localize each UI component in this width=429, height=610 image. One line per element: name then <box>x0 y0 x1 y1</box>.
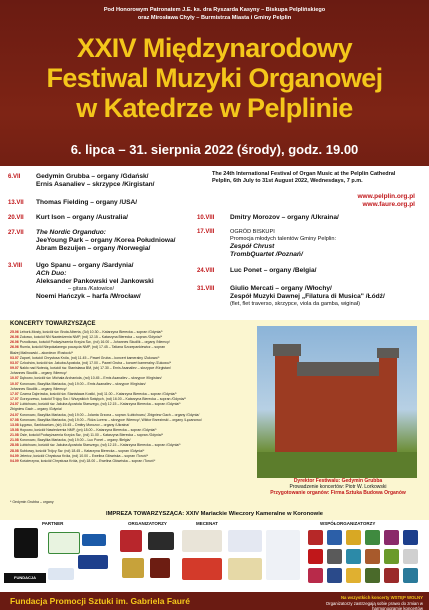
organizer-logo-4 <box>150 558 170 578</box>
coorganizer-crest <box>308 549 323 564</box>
concert-row: 26.06 Żukowo, kościół NN Nawiedzenia NMP, (nd) 12.15 – Katarzyna Bierecka – sopran /Gdynia/* <box>10 335 163 340</box>
coorganizer-crest <box>327 568 342 583</box>
program-date: 31.VIII <box>197 286 215 292</box>
patron-logo-1 <box>182 530 222 552</box>
cathedral-photo <box>257 326 417 478</box>
concert-row: 10.07 Dębowo, kościół św. Michała Archanioła, (nd) 10.45 – Ernis Asanaliev – skrzypce /Kirgistan/ <box>10 376 162 381</box>
concert-row: 03.07 Zapcel, kościół Chrystusa Króla, (nd) 11.45 – Paweł Gruba – koncert kameralny /Żukowo/* <box>10 355 160 360</box>
title-line-1: XXIV Międzynarodowy <box>76 33 353 63</box>
concert-row: 09.07 Nakło nad Notecią, kościół św. Stanisława BM, (sb) 17.30 – Ernis Asanaliev – skrzypce /Kirgistan/ <box>10 366 171 371</box>
concert-row: 10.07 Koronowo, Bazylika Mariacka, (nd) 19.00 – Ernis Asanaliev – skrzypce /Kirgistan/ <box>10 381 146 386</box>
program-right-4 <box>197 285 385 308</box>
concerts-footnote: * Gedymin Grubba – organy <box>10 500 54 504</box>
program-line: Ernis Asanaliev – skrzypce /Kirgistan/ <box>36 181 155 188</box>
program-left-1 <box>8 173 155 189</box>
coorganizer-crest <box>365 530 380 545</box>
foundation-logo <box>14 528 38 558</box>
coorganizer-crest <box>365 568 380 583</box>
concert-row: 26.06 Przodkowo, kościół Podwyższenia Krzyża Św., (nd) 16.00 – Johannes Skudlik – organy /Niemcy/ <box>10 340 170 345</box>
program-date: 17.VIII <box>197 229 215 235</box>
concert-row: 28.08 Lubichowo, kościół św. Jakuba Apostoła Starszego, (nd) 12.15 – Katarzyna Bierecka – sopran /Gdynia/* <box>10 443 181 448</box>
coorganizer-crest <box>365 549 380 564</box>
concert-row: 28.08 Subkowy, kościół Trójcy Św. (nd) 18.45 – Katarzyna Bierecka – sopran /Gdynia/* <box>10 448 145 453</box>
program-line: – gitara /Katowice/ <box>68 286 115 292</box>
partner-heading: PARTNER <box>42 521 64 526</box>
program-right-3 <box>197 267 316 275</box>
program-line: Thomas Fielding – organy /USA/ <box>36 199 138 206</box>
footer-notice <box>305 595 423 610</box>
program-line: The Nordic Organduo: <box>36 229 106 236</box>
patronage-text <box>0 6 429 22</box>
coorganizer-crest <box>327 549 342 564</box>
program-line: Luc Ponet – organy /Belgia/ <box>230 267 317 274</box>
program-line: Abram Bezuijen – organy /Norwegia/ <box>36 245 151 252</box>
patron-line-2: oraz Mirosława Chyły – Burmistrza Miasta i Gminy Pelplin <box>137 15 292 21</box>
concert-row: Zbigniew Gach – organy /Gdynia/ <box>10 407 62 412</box>
free-entry: Na wszystkich koncerty WSTĘP WOLNY <box>340 595 423 600</box>
website-link-1[interactable]: www.pelplin.org.pl <box>357 193 415 200</box>
festival-dates: 6. lipca – 31. sierpnia 2022 (środy), godz. 19.00 <box>70 142 359 157</box>
websites <box>330 193 415 209</box>
coorganizer-crest <box>327 530 342 545</box>
program-line: OGRÓD BISKUPI <box>230 229 275 235</box>
program-line: (flet, flet traverso, skrzypce, viola da gamba, wiginał) <box>230 301 360 307</box>
pcb-logo <box>82 534 106 546</box>
program-date: 27.VII <box>8 230 24 236</box>
program-date: 13.VII <box>8 200 24 206</box>
patron-logo-4 <box>228 558 262 580</box>
program-line: ACh Duo: <box>36 270 67 277</box>
organizer-logo-3 <box>122 558 144 578</box>
program-line: JeeYoung Park – organy /Korea Południowa/ <box>36 237 176 244</box>
organizers-heading: ORGANIZATORZY <box>128 521 167 526</box>
concert-row: 26.06 Rumia, kościół Niepokalanego poczęcia NMP, (nd) 17.45 – Tatiana Szczepankiewicz – sopran <box>10 345 166 350</box>
coorganizer-crest <box>384 568 399 583</box>
concert-row: 24.07 Lubichowo, kościół św. Jakuba Apostoła Starszego, (nd) 12.15 – Katarzyna Bierecka – sopran /Gdynia/* <box>10 402 181 407</box>
program-right-1 <box>197 214 339 222</box>
program-line: Dmitry Morozov – organy /Ukraina/ <box>230 214 339 221</box>
coorganizers-heading: WSPÓŁORGANIZATORZY <box>320 521 376 526</box>
concert-row: 15.08 Hopowo, kościół Nawiedzenia NMP, (pn) 18.00 – Katarzyna Bierecka – sopran /Gdynia/* <box>10 427 157 432</box>
patrons-heading: MECENAT <box>196 521 218 526</box>
direction-credits <box>258 478 418 496</box>
program-line: Noemi Hańczyk – harfa /Wrocław/ <box>36 293 141 300</box>
concert-row: Johannes Skudlik – organy /Niemcy/ <box>10 371 67 376</box>
concerts-list <box>10 330 250 464</box>
program-line: Zespół Chrust <box>230 243 275 250</box>
concert-row: 07.08 Koronowo, Bazylika Mariacka, (nd) 19.00 – Róża Lorenc – skrzypce /Niemcy/, Wiktor Brzezinski – organy /Lęcanowo/ <box>10 417 202 422</box>
title-line-3: w Katedrze w Pelplinie <box>76 93 353 123</box>
concerts-heading: KONCERTY TOWARZYSZĄCE <box>10 321 96 327</box>
title-line-2: Festiwal Muzyki Organowej <box>46 63 383 93</box>
foundation-name: Fundacja Promocji Sztuki im. Gabriela Fauré <box>10 596 190 606</box>
international-heading <box>212 171 412 185</box>
coorganizer-crest <box>403 568 418 583</box>
concert-row: 03.07 Czlochów, kościół św. Jakuba Apostoła, (nd) 17.00 – Paweł Gruba – koncert kameralny /Żukowo/* <box>10 360 172 365</box>
coorganizer-crest <box>403 530 418 545</box>
pse-logo <box>78 555 108 569</box>
program-left-2 <box>8 199 137 207</box>
program-line: Giulio Mercati – organy /Włochy/ <box>230 285 332 292</box>
sgs-logo <box>48 532 80 554</box>
concert-row: Błażej Malinowski – akordeon /Rostock/* <box>10 350 74 355</box>
coorganizer-crest <box>308 530 323 545</box>
program-date: 3.VIII <box>8 263 23 269</box>
coorganizer-crest <box>346 530 361 545</box>
patron-line-1: Pod Honorowym Patronatem J.E. ks. dra Ryszarda Kasyny – Biskupa Pelplińskiego <box>103 7 326 13</box>
program-line: Ugo Spanu – organy /Sardynia/ <box>36 262 134 269</box>
website-link-2[interactable]: www.faure.org.pl <box>362 201 415 208</box>
program-left-5 <box>8 262 154 301</box>
program-line: Zespół Muzyki Dawnej „Filatura di Musica" /Łódź/ <box>230 293 385 300</box>
program-line: Aleksander Pankowski vel Jankowski <box>36 278 154 285</box>
patron-logo-3 <box>182 558 222 580</box>
concert-row: 04.09 Jeleńcz, kościół Chrystusa Króla, (nd) 10.00 – Ewelina Główńska – sopran /Toruń/* <box>10 453 149 458</box>
concert-row: 24.07 Koronowo, Bazylika Mariacka, (nd) 19.00 – Jolanta Grzona – sopran /Lubichowo/, Zbigniew Gach – organy /Gdynia/ <box>10 412 200 417</box>
intl-line-2: Pelplin, 6th July to 31st August 2022, Wednesdays, 7 p.m. <box>212 178 363 184</box>
program-date: 6.VII <box>8 174 21 180</box>
concert-row: 21.08 Koronowo, Bazylika Mariacka, (nd) 19.00 – Luc Ponet – organy /Belgia/ <box>10 438 131 443</box>
coorganizer-crest <box>346 568 361 583</box>
program-date: 20.VII <box>8 215 24 221</box>
program-line: Gedymin Grubba – organy /Gdańsk/ <box>36 173 149 180</box>
patron-logo-2 <box>228 530 262 552</box>
festival-director: Dyrektor Festiwalu: Gedymin Grubba <box>293 478 383 484</box>
program-left-4 <box>8 229 175 253</box>
foundation-label: FUNDACJA <box>4 573 46 583</box>
concert-row: 13.08 Łęgowo, Sanktuarium, (sb) 15.45 – Dmitry Morozov – organy /Ukraina/ <box>10 422 130 427</box>
accompanying-event: IMPREZA TOWARZYSZĄCA: XXIV Mariackie Wieczory Kameralne w Koronowie <box>0 508 429 520</box>
organizer-logo-1 <box>120 530 142 552</box>
coorganizer-crest <box>308 568 323 583</box>
concert-host: Prowadzenie koncertów: Piotr W. Lorkowski <box>289 484 387 490</box>
concert-row: 25.06 Lebork-Mosty, kościół św. Bruta Alberta, (3d) 10.30 – Katarzyna Bierecka – sopran /Gdynia/* <box>10 330 163 334</box>
program-right-2 <box>197 229 336 259</box>
schedule-disclaimer: Organizatorzy zastrzegają sobie prawo do zmian w harmonogramie koncertów <box>325 600 423 610</box>
coorganizer-crest <box>384 530 399 545</box>
intl-line-1: The 24th International Festival of Organ Music at the Pelplin Cathedral <box>212 171 396 177</box>
program-date: 24.VIII <box>197 268 215 274</box>
coorganizer-crest <box>346 549 361 564</box>
program-line: Promocja młodych talentów Gminy Pelplin: <box>230 236 337 242</box>
coorganizer-crest <box>403 549 418 564</box>
program-line: TrombQuartet /Poznań/ <box>230 251 303 258</box>
program-left-3 <box>8 214 128 222</box>
organ-preparation: Przygotowanie organów: Firma Sztuka Budowa Organów <box>270 490 406 496</box>
organizer-logo-2 <box>148 532 174 550</box>
concert-row: Johannes Skudlik – organy /Niemcy/ <box>10 386 67 391</box>
concert-row: 17.07 Czarna Dąbrówka, kościół św. Stanisława Kostki, (nd) 11.00 – Katarzyna Bierecka – sopran /Gdynia/* <box>10 391 177 396</box>
program-date: 10.VIII <box>197 215 215 221</box>
concert-row: 04.09 Kościerzyna, kościół Chrystusa Króla, (nd) 18.00 – Ewelina Główńska – sopran /Toruń/* <box>10 458 156 463</box>
patron-logo-5 <box>266 530 300 580</box>
coorganizer-crest <box>384 549 399 564</box>
concert-row: 17.07 Gorzyczewo, kościół Trójcy Św. i Wszystkich Świętych, (nd) 16.00 – Katarzyna Bierecka – sopran /Gdynia/* <box>10 397 186 402</box>
program-line: Kurt Ison – organy /Australia/ <box>36 214 128 221</box>
concert-row: 21.08 Osie, kościół Podwyższenia Krzyża Św., (nd) 11.00 – Katarzyna Bierecka – sopran /Gdynia/* <box>10 433 164 438</box>
partner-logo <box>48 568 74 580</box>
